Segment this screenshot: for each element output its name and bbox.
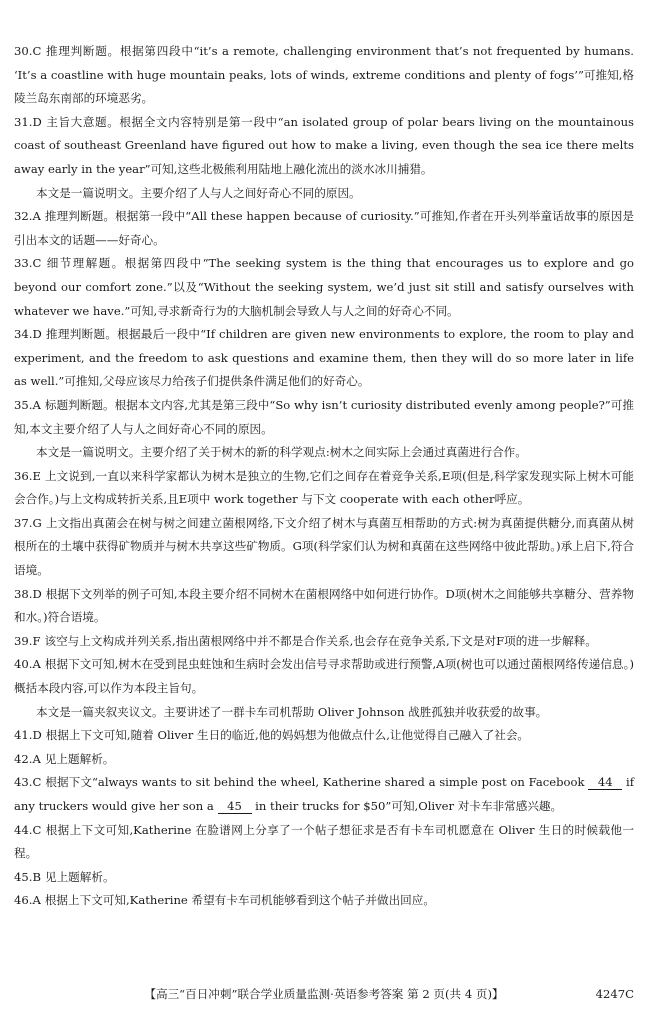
answer-item	[14, 819, 634, 866]
answer-item	[14, 111, 634, 182]
answer-text: 见上题解析。	[44, 751, 115, 766]
answer-text: 标题判断题。根据本文内容,尤其是第三段中“So why isn’t curiosity distributed evenly among people?”可推知,本文主要介绍了人与人之间好奇心不同的原因。	[14, 397, 634, 436]
answer-number: 35.A	[14, 397, 41, 412]
answer-item	[14, 771, 634, 818]
answer-number: 41.D	[14, 728, 42, 743]
answer-number: 38.D	[14, 586, 42, 601]
answer-number: 34.D	[14, 327, 42, 342]
answer-number: 40.A	[14, 657, 41, 672]
answer-number: 31.D	[14, 114, 42, 129]
answer-text: 细节理解题。根据第四段中“The seeking system is the thing that encourages us to explore and go beyond our comfort zone.”以及“Without the seeking system, we’d just sit still and satisfy ourselves with whatever we have.”可知,寻求新奇行为的大脑机制会导致人与人之间的好奇心不同。	[14, 256, 634, 318]
answer-number: 30.C	[14, 44, 42, 58]
answer-number: 32.A	[14, 209, 41, 224]
answer-text: 推理判断题。根据最后一段中“If children are given new environments to explore, the room to play and experiment, and the freedom to ask questions and examine them, then they will do so more later in life as well.”可推知,父母应该尽力给孩子们提供条件满足他们的好奇心。	[14, 327, 634, 389]
answer-text: 见上题解析。	[44, 869, 115, 884]
footer-code: 4247C	[595, 987, 634, 1001]
answer-text: in their trucks for $50”可知,Oliver 对卡车非常感兴趣。	[251, 799, 563, 813]
answer-text: if any truckers would give her son a	[14, 775, 634, 813]
answer-number: 43.C	[14, 775, 42, 790]
answer-item	[14, 748, 634, 772]
answer-text: 上文指出真菌会在树与树之间建立菌根网络,下文介绍了树木与真菌互相帮助的方式:树为真菌提供糖分,而真菌从树根所在的土壤中获得矿物质并与树木共享这些矿物质。G项(科学家们认为树和真菌在这些网络中彼此帮助。)承上启下,符合语境。	[14, 515, 634, 578]
answer-text: 根据下文可知,树木在受到昆虫蛀蚀和生病时会发出信号寻求帮助或进行预警,A项(树也可以通过菌根网络传递信息。)概括本段内容,可以作为本段主旨句。	[14, 657, 634, 696]
answer-number: 36.E	[14, 468, 41, 483]
answer-text: 根据上下文可知,Katherine 希望有卡车司机能够看到这个帖子并做出回应。	[44, 893, 435, 908]
answer-item	[14, 630, 634, 654]
page-footer	[14, 984, 634, 1004]
answer-item	[14, 866, 634, 890]
passage-intro: 本文是一篇说明文。主要介绍了人与人之间好奇心不同的原因。	[36, 185, 361, 200]
answer-number: 45.B	[14, 869, 41, 884]
answer-text: 根据上下文可知,随着 Oliver 生日的临近,他的妈妈想为他做点什么,让他觉得自己融入了社会。	[45, 728, 530, 743]
answer-number: 42.A	[14, 751, 41, 766]
answer-item	[14, 653, 634, 700]
answer-number: 33.C	[14, 256, 42, 271]
answer-text: 根据上下文可知,Katherine 在脸谱网上分享了一个帖子想征求是否有卡车司机愿意在 Oliver 生日的时候载他一程。	[14, 822, 634, 861]
answer-text: 上文说到,一直以来科学家都认为树木是独立的生物,它们之间存在着竞争关系,E项(但是,科学家发现实际上树木可能会合作。)与上文构成转折关系,且E项中 work together 与下文 cooperate with each other呼应。	[14, 468, 634, 507]
answer-item	[14, 889, 634, 913]
answer-item	[14, 724, 634, 748]
answer-number: 39.F	[14, 633, 41, 648]
answer-item	[14, 40, 634, 111]
answer-list	[14, 40, 634, 913]
answer-item	[14, 323, 634, 394]
answer-item	[14, 252, 634, 323]
answer-item	[14, 465, 634, 512]
answer-text: 推理判断题。根据第一段中“All these happen because of curiosity.”可推知,作者在开头列举童话故事的原因是引出本文的话题——好奇心。	[14, 209, 634, 247]
answer-item	[14, 512, 634, 583]
answer-text: 主旨大意题。根据全文内容特别是第一段中“an isolated group of polar bears living on the mountainous coast of southeast Greenland have figured out how to make a living, even though the sea ice there melts away early in the year”可知,这些北极熊利用陆地上融化流出的淡水冰川捕猎。	[14, 114, 634, 176]
answer-number: 44.C	[14, 822, 42, 837]
answer-item	[14, 394, 634, 441]
answer-item	[14, 205, 634, 252]
answer-text: 推理判断题。根据第四段中“it’s a remote, challenging environment that’s not frequented by humans. ‘It’s a coastline with huge mountain peaks, lots of winds, extreme conditions and plenty of fogs’”可推知,格陵兰岛东南部的环境恶劣。	[14, 44, 634, 106]
answer-text: 该空与上文构成并列关系,指出菌根网络中并不都是合作关系,也会存在竞争关系,下文是对F项的进一步解释。	[44, 633, 597, 648]
answer-item	[14, 583, 634, 630]
answer-number: 46.A	[14, 893, 41, 908]
answer-number: 37.G	[14, 515, 42, 530]
footer-title: 【高三“百日冲刺”联合学业质量监测·英语参考答案 第 2 页(共 4 页)】	[144, 987, 504, 1001]
answer-blank: 44	[588, 775, 622, 790]
answer-text: 根据下文列举的例子可知,本段主要介绍不同树木在菌根网络中如何进行协作。D项(树木之间能够共享糖分、营养物和水。)符合语境。	[14, 586, 634, 625]
answer-text: 根据下文“always wants to sit behind the wheel, Katherine shared a simple post on Facebook	[45, 775, 589, 790]
passage-intro: 本文是一篇说明文。主要介绍了关于树木的新的科学观点:树木之间实际上会通过真菌进行合作。	[36, 445, 527, 460]
passage-intro: 本文是一篇夹叙夹议文。主要讲述了一群卡车司机帮助 Oliver Johnson 战胜孤独并收获爱的故事。	[36, 704, 548, 719]
answer-blank: 45	[218, 799, 252, 814]
